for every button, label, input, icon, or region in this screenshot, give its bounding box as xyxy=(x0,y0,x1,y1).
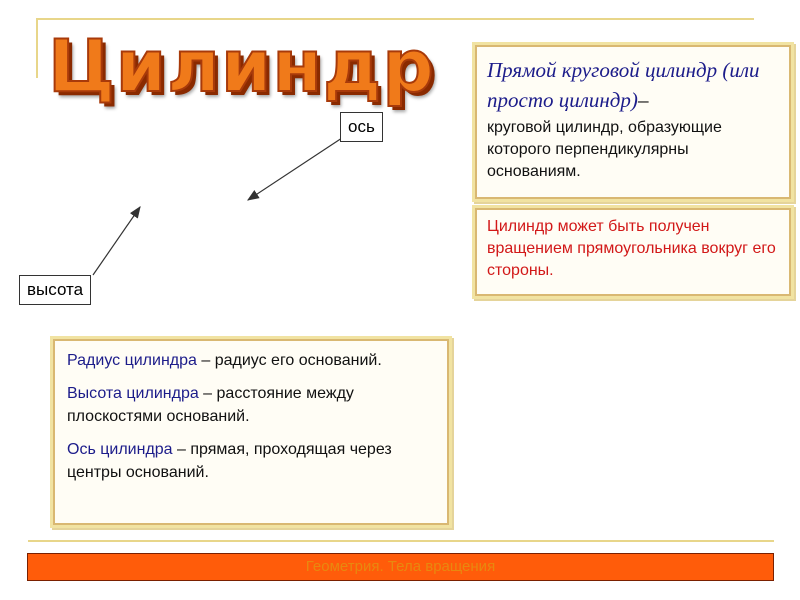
height-arrow xyxy=(93,207,140,275)
rotation-note-box xyxy=(472,205,794,299)
property-text: – радиус его оснований. xyxy=(196,352,382,369)
decorative-left-line xyxy=(36,18,38,78)
rotation-note: Цилиндр может быть получен вращением прямоугольника вокруг его стороны. xyxy=(487,218,776,279)
property-term: Высота цилиндра xyxy=(67,385,199,402)
slide-title: Цилиндр xyxy=(48,24,435,108)
axis-arrow xyxy=(248,136,345,200)
properties-box xyxy=(50,336,452,528)
property-term: Ось цилиндра xyxy=(67,441,173,458)
axis-callout: ось xyxy=(340,112,383,142)
height-callout: высота xyxy=(19,275,91,305)
definition-term: Прямой круговой цилиндр (или просто цилиндр) xyxy=(487,58,760,112)
property-axis xyxy=(67,438,435,484)
footer-bar: Геометрия. Тела вращения xyxy=(27,553,774,581)
property-radius xyxy=(67,349,435,372)
property-term: Радиус цилиндра xyxy=(67,352,197,369)
definition-term-line xyxy=(487,55,779,115)
definition-body: круговой цилиндр, образующие которого перпендикулярны основаниям. xyxy=(487,119,722,180)
definition-dash: – xyxy=(637,88,649,112)
property-height xyxy=(67,382,435,428)
property-text: – прямая, проходящая через центры оснований. xyxy=(67,441,392,481)
definition-box xyxy=(472,42,794,202)
decorative-bottom-line xyxy=(28,540,774,542)
property-text: – расстояние между плоскостями оснований. xyxy=(67,385,354,425)
